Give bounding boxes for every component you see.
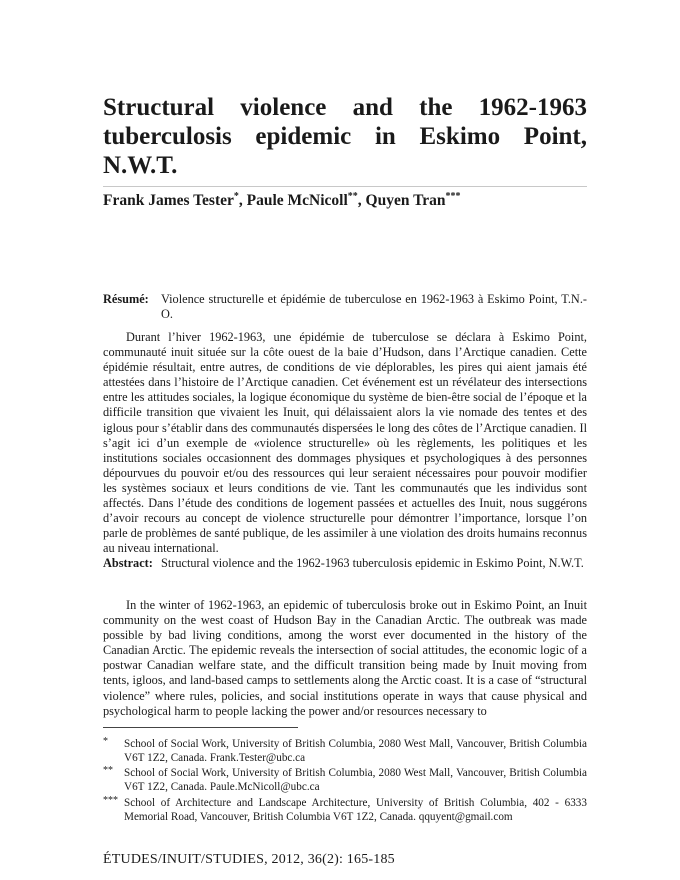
author-separator: , (238, 192, 247, 209)
article-title (103, 93, 587, 180)
footnote-text: School of Social Work, University of British Columbia, 2080 West Mall, Vancouver, British Columbia V6T 1Z2, Canada. Frank.Tester@ubc.ca (124, 738, 587, 764)
author-footnote-mark: * (233, 190, 239, 202)
abstract-label: Abstract: (103, 556, 153, 570)
footnote-mark: ** (103, 765, 113, 776)
resume-label: Résumé: (103, 292, 149, 306)
title-line: tuberculosis epidemic in Eskimo Point, (103, 123, 587, 150)
author-separator: , (357, 192, 366, 209)
resume-body: Durant l’hiver 1962-1963, une épidémie de tuberculose se déclara à Eskimo Point, communauté inuit située sur la côte ouest de la baie d’Hudson, dans l’Arctique canadien. Cette épidémie résultait, entre autres, de conditions de vie déplorables, les pires qui aient jamais été attestées dans l’histoire de l’Arctique canadien. Cet événement est un révélateur des intersections entre les attitudes sociales, la logique économique du système de bien-être social de l’époque et la difficile transition que vivaient les Inuit, qui délaissaient alors la vie nomade des tentes et des iglous pour s’établir dans des communautés dispersées le long des côtes de l’Arctique canadien. Il s’agit ici d’un exemple de «violence structurelle» où les règlements, les politiques et les institutions sociales occasionnent des dommages physiques et psychologiques à des personnes dépourvues du pouvoir et/ou des ressources qui leur seraient nécessaires pour pouvoir modifier les systèmes sociaux et leurs conditions de vie. Tant les communautés que les individus sont affectés. Dans l’étude des conditions de logement passées et actuelles des Inuit, nous suggérons d’avoir recours au concept de violence structurelle pour démontrer l’importance, lorsque l’on parle de problèmes de santé publique, de les assimiler à une violation des droits humains reconnus au niveau international. (103, 330, 587, 556)
author-name: Frank James Tester (103, 192, 234, 209)
footnote-divider (103, 727, 298, 728)
author-footnote-mark: *** (445, 190, 461, 202)
footnote (103, 767, 587, 794)
abstract-body: In the winter of 1962-1963, an epidemic of tuberculosis broke out in Eskimo Point, an Inuit community on the west coast of Hudson Bay in the Canadian Arctic. The outbreak was made possible by bad living conditions, among the worst ever documented in the history of the Canadian Arctic. The epidemic reveals the intersection of social attitudes, the economic logic of a postwar Canadian welfare state, and the difficult transition being made by Inuit moving from tents, igloos, and land-based camps to settlements along the Arctic coast. It is a case of “structural violence” where rules, policies, and social institutions operate in ways that cause physical and psychological harm to people lacking the power and/or resources necessary to (103, 598, 587, 718)
author-footnote-mark: ** (347, 190, 358, 202)
title-line: N.W.T. (103, 152, 178, 179)
title-divider (103, 186, 587, 187)
author-name: Paule McNicoll (246, 192, 348, 209)
footnote-mark: *** (103, 795, 118, 806)
author-name: Quyen Tran (365, 192, 446, 209)
author-list (103, 192, 587, 210)
title-line: Structural violence and the 1962-1963 (103, 94, 587, 121)
footnote (103, 738, 587, 765)
footnote (103, 797, 587, 824)
abstract-heading (103, 556, 587, 571)
resume-title: Violence structurelle et épidémie de tuberculose en 1962-1963 à Eskimo Point, T.N.-O. (161, 292, 587, 321)
footnote-text: School of Social Work, University of British Columbia, 2080 West Mall, Vancouver, British Columbia V6T 1Z2, Canada. Paule.McNicoll@ubc.ca (124, 767, 587, 793)
abstract-title: Structural violence and the 1962-1963 tuberculosis epidemic in Eskimo Point, N.W.T. (161, 556, 584, 570)
footnote-text: School of Architecture and Landscape Architecture, University of British Columbia, 402 - 6333 Memorial Road, Vancouver, British Columbia V6T 1Z2, Canada. qquyent@gmail.com (124, 797, 587, 823)
journal-reference: ÉTUDES/INUIT/STUDIES, 2012, 36(2): 165-185 (103, 852, 395, 867)
footnote-mark: * (103, 736, 108, 747)
resume-heading (103, 292, 587, 322)
